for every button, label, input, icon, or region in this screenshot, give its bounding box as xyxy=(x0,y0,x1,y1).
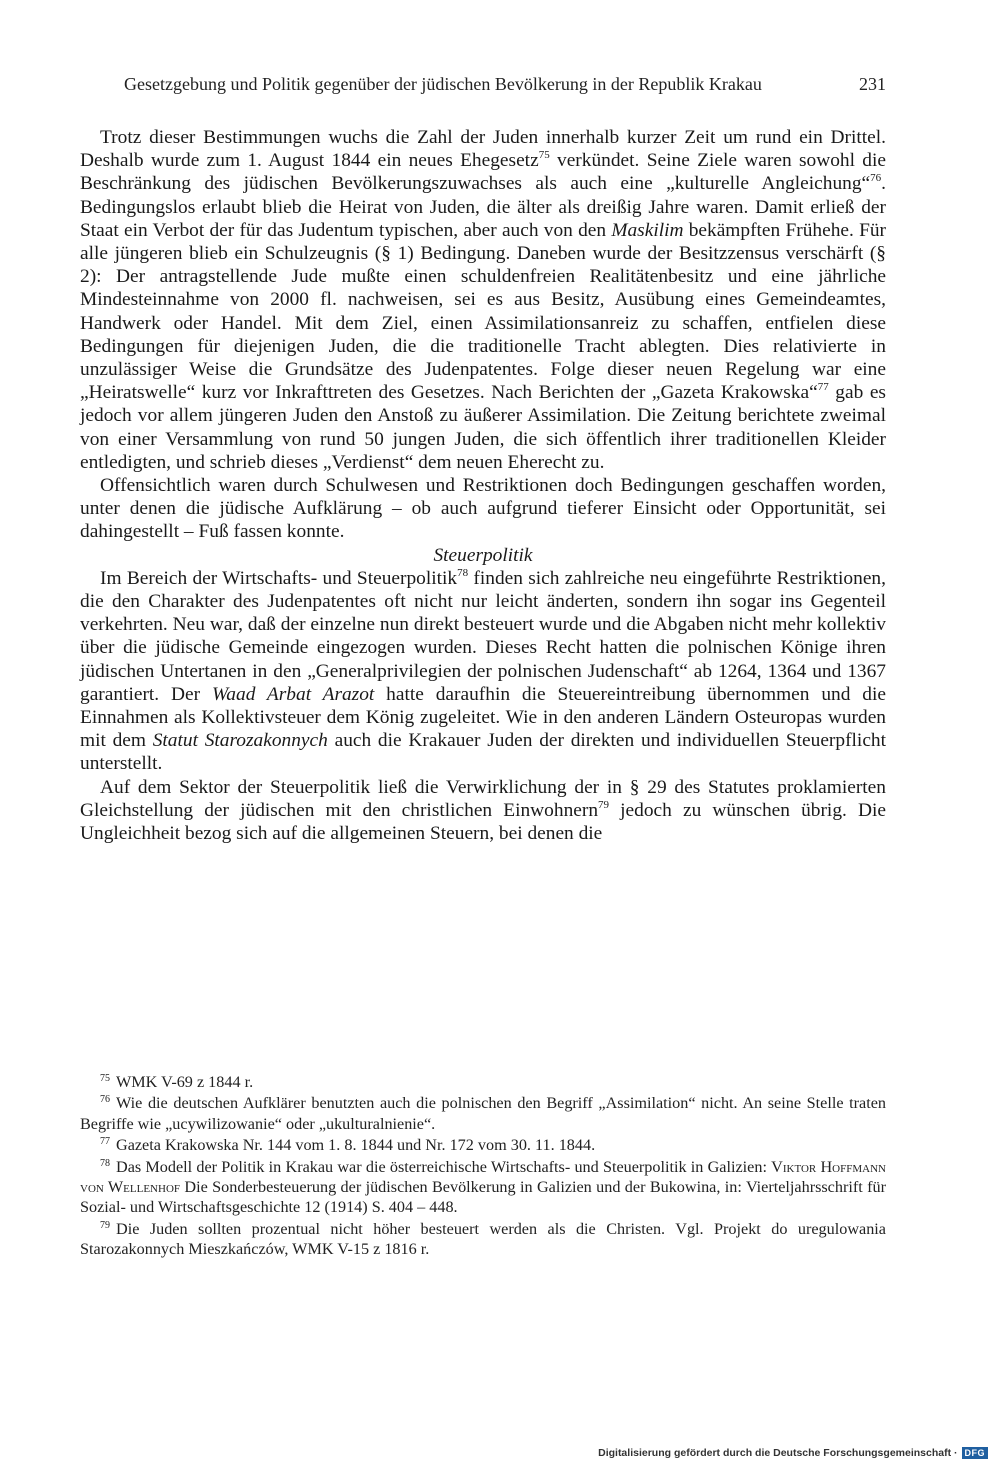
italic-term: Maskilim xyxy=(611,219,684,241)
main-text xyxy=(80,126,886,845)
section-heading: Steuerpolitik xyxy=(433,544,533,566)
running-header xyxy=(124,73,886,95)
footnotes xyxy=(80,1072,886,1261)
paragraph: Auf dem Sektor der Steuerpolitik ließ die Verwirklichung der in § 29 des Statutes proklamierten Gleichstellung der jüdischen mit den christlichen Einwohnern$^{79}$ jedoch zu wünschen übrig. Die Ungleichheit bezog sich auf die allgemeinen Steuern, bei denen die xyxy=(80,776,886,845)
italic-term: Statut Starozakonnych xyxy=(152,730,328,752)
paragraph: Im Bereich der Wirtschafts- und Steuerpolitik$^{78}$ finden sich zahlreiche neu eingeführte Restriktionen, die den Charakter des Judenpatentes oft nicht nur leicht änderten, sondern ihn sogar ins Gegenteil verkehrten. Neu war, daß der einzelne nun direkt besteuert wurde und die Abgaben nicht mehr kollektiv über die jüdische Gemeinde eingezogen wurden. Dieses Recht hatten die polnischen Könige ihren jüdischen Untertanen in den „Generalprivilegien der polnischen Judenschaft“ ab 1264, 1364 und 1367 garantiert. Der Waad Arbat Arazot hatte daraufhin die Steuereintreibung übernommen und die Einnahmen als Kollektivsteuer dem König zugeleitet. Wie in den anderen Ländern Osteuropas wurden mit dem Statut Starozakonnych auch die Krakauer Juden der direkten und individuellen Steuerpflicht unterstellt. xyxy=(80,566,887,775)
running-title: Gesetzgebung und Politik gegenüber der jüdischen Bevölkerung in der Republik Krakau xyxy=(124,74,762,94)
footer-text: Digitalisierung gefördert durch die Deutsche Forschungsgemeinschaft · xyxy=(598,1447,958,1459)
footnote: $^{76}$ Wie die deutschen Aufklärer benutzten auch die polnischen den Begriff „Assimilation“ nicht. An seine Stelle traten Begriffe wie „ucywilizowanie“ oder „ukulturalnienie“. xyxy=(80,1094,886,1133)
footnote: $^{75}$ WMK V-69 z 1844 r. xyxy=(100,1073,254,1091)
author-name: Viktor Hoffmann von Wellenhof xyxy=(80,1157,886,1197)
paragraph: Trotz dieser Bestimmungen wuchs die Zahl der Juden innerhalb kurzer Zeit um rund ein Drittel. Deshalb wurde zum 1. August 1844 ein neues Ehegesetz$^{75}$ verkündet. Seine Ziele waren sowohl die Beschränkung des jüdischen Bevölkerungszuwachses als auch eine „kulturelle Angleichung“$^{76}$. Bedingungslos erlaubt blieb die Heirat von Juden, die älter als dreißig Jahre waren. Damit erließ der Staat ein Verbot der für das Judentum typischen, aber auch von den Maskilim bekämpften Frühehe. Für alle jüngeren blieb ein Schulzeugnis (§ 1) Bedingung. Daneben wurde der Besitzzensus verschärft (§ 2): Der antragstellende Jude mußte einen schuldenfreien Realitätenbesitz und eine jährliche Mindesteinnahme von 2000 fl. nachweisen, sei es aus Besitz, Ausübung eines Gemeindeamtes, Handwerk oder Handel. Mit dem Ziel, einen Assimilationsanreiz zu schaffen, entfielen diese Bedingungen für diejenigen Juden, die die traditionelle Tracht ablegten. Dies relativierte in unzulässiger Weise die Grundsätze des Judenpatentes. Folge dieser neuen Regelung war eine „Heiratswelle“ kurz vor Inkrafttreten des Gesetzes. Nach Berichten der „Gazeta Krakowska“$^{77}$ gab es jedoch vor allem jüngeren Juden den Anstoß zu äußerer Assimilation. Die Zeitung berichtete zweimal von einer Versammlung von rund 50 jungen Juden, die sich öffentlich ihrer traditionellen Kleider entledigten, und schrieb dieses „Verdienst“ dem neuen Eherecht zu. xyxy=(80,127,887,473)
footnote-ref[interactable]: 77 xyxy=(817,381,829,394)
footnote: $^{78}$ Das Modell der Politik in Krakau war die österreichische Wirtschafts- und Steuerpolitik in Galizien: Viktor Hoffmann von Wellenhof Die Sonderbesteuerung der jüdischen Bevölkerung in Galizien und der Bukowina, in: Vierteljahrsschrift für Sozial- und Wirtschaftsgeschichte 12 (1914) S. 404 – 448. xyxy=(80,1157,886,1217)
footnote-ref[interactable]: 79 xyxy=(598,798,610,811)
footnote: $^{77}$ Gazeta Krakowska Nr. 144 vom 1. 8. 1844 und Nr. 172 vom 30. 11. 1844. xyxy=(100,1136,596,1155)
dfg-logo: DFG xyxy=(962,1447,989,1459)
digitization-footer xyxy=(598,1447,988,1459)
footnote-ref[interactable]: 75 xyxy=(538,149,550,162)
page-number: 231 xyxy=(859,74,886,94)
italic-term: Waad Arbat Arazot xyxy=(211,683,375,705)
footnote-ref[interactable]: 78 xyxy=(457,566,469,579)
footnote-ref[interactable]: 76 xyxy=(870,172,882,185)
paragraph: Offensichtlich waren durch Schulwesen und Restriktionen doch Bedingungen geschaffen worden, unter denen die jüdische Aufklärung – ob auch aufgrund tieferer Einsicht oder Opportunität, sei dahingestellt – Fuß fassen konnte. xyxy=(80,475,886,543)
footnote: $^{79}$ Die Juden sollten prozentual nicht höher besteuert werden als die Christen. Vgl. Projekt do uregulowania Starozakonnych Mieszkańczów, WMK V-15 z 1816 r. xyxy=(80,1219,886,1259)
